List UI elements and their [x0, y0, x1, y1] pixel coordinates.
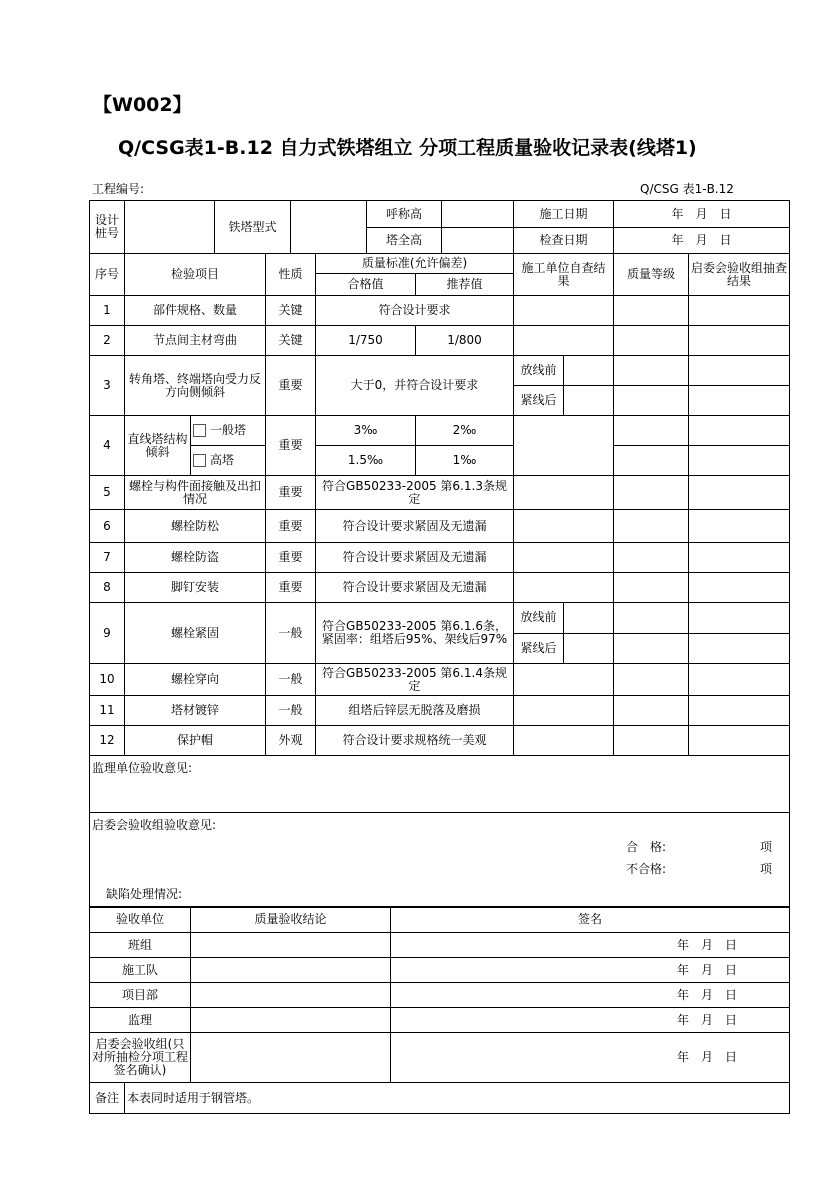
row-nature: 重要 — [265, 475, 316, 510]
row-nature: 重要 — [265, 542, 316, 573]
row-no: 2 — [89, 325, 125, 356]
committee-value[interactable] — [688, 475, 790, 510]
grade-value[interactable] — [613, 475, 689, 510]
tower-type-value[interactable] — [290, 200, 367, 254]
sign-date[interactable] — [390, 1007, 790, 1033]
remark-text: 本表同时适用于钢管塔。 — [124, 1082, 790, 1114]
committee-value[interactable] — [688, 415, 790, 446]
row-item: 螺栓紧固 — [124, 602, 266, 664]
self-check-value[interactable] — [513, 725, 614, 756]
pass-count-label: 合 格: — [626, 840, 667, 854]
sign-header-signature: 签名 — [390, 906, 790, 933]
row-item: 脚钉安装 — [124, 572, 266, 603]
row-no: 7 — [89, 542, 125, 573]
row-standard: 符合设计要求 — [315, 295, 514, 326]
row-recommended: 1‰ — [415, 445, 514, 476]
supervision-opinion[interactable]: 监理单位验收意见: — [89, 755, 790, 813]
row-no: 5 — [89, 475, 125, 510]
date-placeholder: 年 月 日 — [676, 987, 737, 1002]
pass-unit: 项 — [760, 840, 773, 854]
self-check-value[interactable] — [513, 509, 614, 543]
header-nature: 性质 — [265, 253, 316, 296]
design-pile-label: 设计桩号 — [89, 200, 125, 254]
row-no: 6 — [89, 509, 125, 543]
row-nature: 一般 — [265, 602, 316, 664]
row-nature: 重要 — [265, 572, 316, 603]
grade-value[interactable] — [613, 355, 689, 386]
tower-type-label: 铁塔型式 — [214, 200, 291, 254]
remark-label: 备注 — [89, 1082, 125, 1114]
inspection-date-label: 检查日期 — [513, 227, 614, 254]
row-nature: 一般 — [265, 695, 316, 726]
sign-unit: 项目部 — [89, 982, 191, 1008]
design-pile-value[interactable] — [124, 200, 215, 254]
grade-value[interactable] — [613, 509, 689, 543]
committee-value[interactable] — [688, 295, 790, 326]
row-standard: 符合GB50233-2005 第6.1.6条，紧固率：组塔后95%、架线后97% — [315, 602, 514, 664]
row-recommended: 2‰ — [415, 415, 514, 446]
grade-value[interactable] — [613, 542, 689, 573]
self-check-value[interactable] — [513, 475, 614, 510]
row-qualified: 1/750 — [315, 325, 416, 356]
sign-conclusion[interactable] — [190, 1032, 391, 1083]
self-check-value[interactable] — [513, 695, 614, 726]
sign-date[interactable] — [390, 982, 790, 1008]
project-no-label: 工程编号: — [92, 182, 145, 196]
header-no: 序号 — [89, 253, 125, 296]
row-item: 塔材镀锌 — [124, 695, 266, 726]
grade-value[interactable] — [613, 695, 689, 726]
grade-value[interactable] — [613, 602, 689, 634]
committee-opinion-box[interactable] — [89, 812, 790, 908]
date-placeholder: 年 月 日 — [676, 1050, 737, 1064]
header-self-check: 施工单位自查结果 — [513, 253, 614, 296]
grade-value[interactable] — [613, 663, 689, 696]
sign-conclusion[interactable] — [190, 1007, 391, 1033]
self-check-before[interactable] — [563, 602, 614, 634]
row-no: 10 — [89, 663, 125, 696]
row-qualified: 3‰ — [315, 415, 416, 446]
page-title: Q/CSG表1-B.12 自力式铁塔组立 分项工程质量验收记录表(线塔1) — [118, 137, 697, 159]
row-standard: 符合设计要求紧固及无遗漏 — [315, 572, 514, 603]
committee-value[interactable] — [688, 385, 790, 416]
date-placeholder: 年 月 日 — [676, 1012, 737, 1027]
stage-label-before: 放线前 — [513, 602, 564, 634]
row-nature: 重要 — [265, 509, 316, 543]
sign-unit: 启委会验收组(只对所抽检分项工程签名确认) — [89, 1032, 191, 1083]
row-item: 螺栓防松 — [124, 509, 266, 543]
grade-value[interactable] — [613, 633, 689, 665]
row-recommended: 1/800 — [415, 325, 514, 356]
self-check-before[interactable] — [563, 355, 614, 386]
row-item: 节点间主材弯曲 — [124, 325, 266, 356]
sign-header-conclusion: 质量验收结论 — [190, 906, 391, 933]
option-high-tower[interactable] — [190, 445, 266, 476]
committee-value[interactable] — [688, 355, 790, 386]
fail-count-label: 不合格: — [626, 862, 667, 876]
committee-value[interactable] — [688, 663, 790, 696]
committee-value[interactable] — [688, 725, 790, 756]
row-item: 螺栓与构件面接触及出扣情况 — [124, 475, 266, 510]
checkbox-icon[interactable] — [193, 454, 206, 467]
row-item: 转角塔、终端塔向受力反方向侧倾斜 — [124, 355, 266, 416]
grade-value[interactable] — [613, 572, 689, 603]
row-no: 11 — [89, 695, 125, 726]
grade-value[interactable] — [613, 445, 689, 476]
header-grade: 质量等级 — [613, 253, 689, 296]
row-item: 部件规格、数量 — [124, 295, 266, 326]
construction-date-label: 施工日期 — [513, 200, 614, 228]
sign-conclusion[interactable] — [190, 957, 391, 983]
row-standard: 大于0，并符合设计要求 — [315, 355, 514, 416]
header-qualified: 合格值 — [315, 273, 416, 296]
option-general-tower[interactable] — [190, 415, 266, 446]
sign-date[interactable] — [390, 957, 790, 983]
row-no: 3 — [89, 355, 125, 416]
row-standard: 符合GB50233-2005 第6.1.4条规定 — [315, 663, 514, 696]
self-check-after[interactable] — [563, 633, 614, 665]
self-check-value[interactable] — [513, 415, 614, 476]
row-standard: 符合设计要求紧固及无遗漏 — [315, 542, 514, 573]
header-committee: 启委会验收组抽查结果 — [688, 253, 790, 296]
row-no: 12 — [89, 725, 125, 756]
inspection-date-value[interactable]: 年 月 日 — [613, 227, 790, 254]
committee-opinion-label: 启委会验收组验收意见: — [92, 818, 217, 832]
sign-unit: 监理 — [89, 1007, 191, 1033]
committee-value[interactable] — [688, 509, 790, 543]
row-no: 4 — [89, 415, 125, 476]
sign-unit: 班组 — [89, 932, 191, 958]
committee-value[interactable] — [688, 325, 790, 356]
self-check-value[interactable] — [513, 295, 614, 326]
self-check-after[interactable] — [563, 385, 614, 416]
option-label: 高塔 — [210, 453, 235, 467]
row-standard: 符合GB50233-2005 第6.1.3条规定 — [315, 475, 514, 510]
form-code: Q/CSG 表1-B.12 — [640, 182, 734, 196]
form-code-tag: 【W002】 — [93, 94, 192, 116]
sign-unit: 施工队 — [89, 957, 191, 983]
option-label: 一般塔 — [210, 423, 247, 437]
self-check-value[interactable] — [513, 542, 614, 573]
row-item: 螺栓穿向 — [124, 663, 266, 696]
total-height-value[interactable] — [441, 227, 514, 254]
date-placeholder: 年 月 日 — [676, 937, 737, 952]
row-standard: 符合设计要求紧固及无遗漏 — [315, 509, 514, 543]
grade-value[interactable] — [613, 295, 689, 326]
committee-value[interactable] — [688, 445, 790, 476]
row-nature: 重要 — [265, 415, 316, 476]
sign-header-unit: 验收单位 — [89, 906, 191, 933]
row-no: 1 — [89, 295, 125, 326]
committee-value[interactable] — [688, 572, 790, 603]
row-item: 螺栓防盗 — [124, 542, 266, 573]
row-no: 9 — [89, 602, 125, 664]
nominal-height-value[interactable] — [441, 200, 514, 228]
grade-value[interactable] — [613, 725, 689, 756]
self-check-value[interactable] — [513, 325, 614, 356]
checkbox-icon[interactable] — [193, 424, 206, 437]
row-item: 保护帽 — [124, 725, 266, 756]
committee-value[interactable] — [688, 542, 790, 573]
row-standard: 符合设计要求规格统一美观 — [315, 725, 514, 756]
row-nature: 外观 — [265, 725, 316, 756]
construction-date-value[interactable]: 年 月 日 — [613, 200, 790, 228]
header-item: 检验项目 — [124, 253, 266, 296]
sign-date[interactable] — [390, 1032, 790, 1083]
stage-label-before: 放线前 — [513, 355, 564, 386]
row-qualified: 1.5‰ — [315, 445, 416, 476]
row-nature: 关键 — [265, 325, 316, 356]
total-height-label: 塔全高 — [366, 227, 442, 254]
fail-unit: 项 — [760, 862, 773, 876]
grade-value[interactable] — [613, 325, 689, 356]
sign-conclusion[interactable] — [190, 932, 391, 958]
stage-label-after: 紧线后 — [513, 385, 564, 416]
sign-conclusion[interactable] — [190, 982, 391, 1008]
grade-value[interactable] — [613, 385, 689, 416]
date-placeholder: 年 月 日 — [676, 962, 737, 977]
self-check-value[interactable] — [513, 663, 614, 696]
row-nature: 一般 — [265, 663, 316, 696]
defect-handling-label: 缺陷处理情况: — [106, 887, 183, 901]
row-standard: 组塔后锌层无脱落及磨损 — [315, 695, 514, 726]
self-check-value[interactable] — [513, 572, 614, 603]
header-recommended: 推荐值 — [415, 273, 514, 296]
row-nature: 关键 — [265, 295, 316, 326]
nominal-height-label: 呼称高 — [366, 200, 442, 228]
committee-value[interactable] — [688, 695, 790, 726]
row-nature: 重要 — [265, 355, 316, 416]
row-item: 直线塔结构倾斜 — [124, 415, 191, 476]
committee-value[interactable] — [688, 602, 790, 634]
grade-value[interactable] — [613, 415, 689, 446]
header-standard: 质量标准(允许偏差) — [315, 253, 514, 274]
row-no: 8 — [89, 572, 125, 603]
committee-value[interactable] — [688, 633, 790, 665]
sign-date[interactable] — [390, 932, 790, 958]
stage-label-after: 紧线后 — [513, 633, 564, 665]
